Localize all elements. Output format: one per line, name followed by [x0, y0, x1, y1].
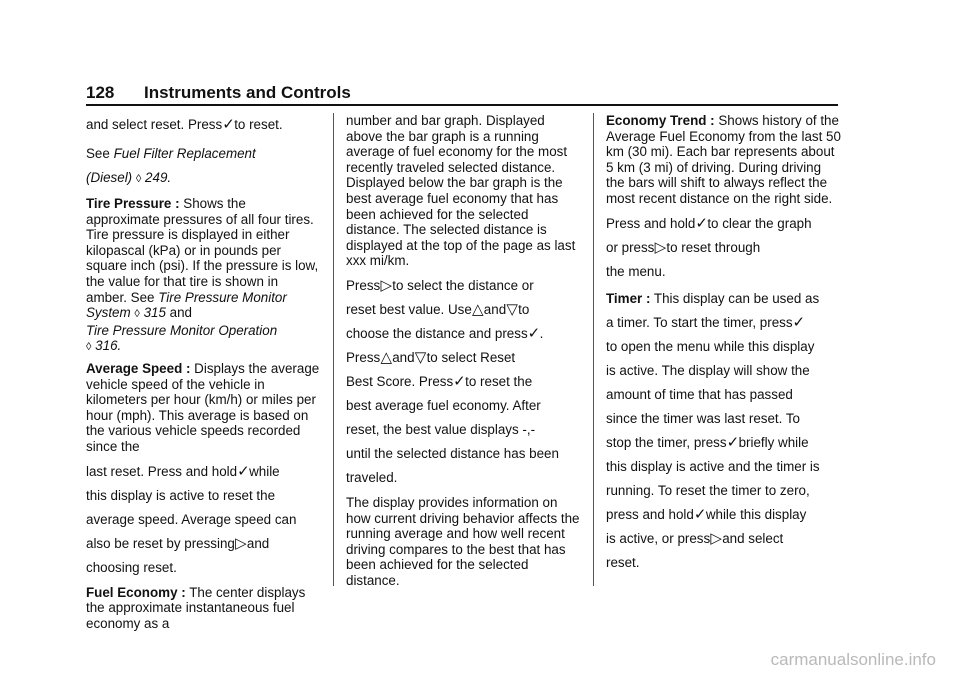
- up-arrow-icon: △: [380, 348, 392, 366]
- column-divider: [333, 113, 334, 586]
- down-arrow-icon: ▽: [414, 348, 427, 366]
- reference-icon: ◊: [135, 173, 142, 185]
- check-icon: ✓: [726, 433, 740, 451]
- check-icon: ✓: [222, 116, 235, 133]
- cross-reference[interactable]: Tire Pressure Monitor Operation: [86, 322, 278, 338]
- check-icon: ✓: [237, 462, 250, 480]
- page-number: 128: [86, 83, 115, 102]
- header-rule: [86, 104, 838, 106]
- reference-icon: ◊: [86, 341, 92, 354]
- check-icon: ✓: [792, 313, 806, 331]
- check-icon: ✓: [695, 214, 708, 232]
- column-divider: [593, 113, 594, 586]
- page-reference[interactable]: 249.: [145, 170, 172, 185]
- cross-reference[interactable]: Tire Pressure Monitor System: [86, 289, 287, 321]
- column-2: number and bar graph. Displayed above the bar graph is a running average of fuel economy for the most recently traveled selected distance. Displayed below the bar graph is the best average fuel economy that has been achieved for the selected distance. The selected distance is displayed at the top of the page as last xxx mi/km. Press▷to select the distance or reset best value. Use△and▽to choose the distance and press✓. Press△and▽to select Reset Best Score. Press✓to reset the best average fuel economy. After reset, the best value displays -,- until the selected distance has been traveled. The display provides information on how current driving behavior affects the running average and how well recent driving compares to the best that has been achieved for the selected distance.: [346, 113, 582, 594]
- cross-reference[interactable]: Fuel Filter Replacement: [113, 146, 256, 161]
- right-arrow-icon: ▷: [654, 238, 667, 256]
- term-economy-trend: Economy Trend :: [606, 113, 715, 128]
- check-icon: ✓: [453, 372, 466, 390]
- watermark: carmanualsonline.info: [770, 650, 936, 669]
- term-tire-pressure: Tire Pressure :: [86, 196, 180, 211]
- right-arrow-icon: ▷: [380, 276, 392, 294]
- right-arrow-icon: ▷: [235, 534, 247, 552]
- check-icon: ✓: [693, 505, 707, 523]
- column-3: Economy Trend : Shows history of the Average Fuel Economy from the last 50 km (30 mi). Each bar represents about 5 km (3 mi) of driving. During driving the bars will shift to always reflect the most recent distance on the right side. Press and hold✓to clear the graph or press▷to reset through the menu. Timer : This display can be used as a timer. To start the timer, press✓ to open the menu while this display is active. The display will show the amount of time that has passed since the timer was last reset. To stop the timer, press✓briefly while this display is active and the timer is running. To reset the timer to zero, press and hold✓while this display is active, or press▷and select reset.: [606, 113, 841, 570]
- column-1: and select reset. Press✓to reset. See Fuel Filter Replacement (Diesel) ◊ 249. Tire Pressure : Shows the approximate pressures of all four tires. Tire pressure is displayed in either kilopascal (kPa) or in pounds per square inch (psi). If the pressure is low, the value for that tire is shown in amber. See Tire Pressure Monitor System ◊ 315 and Tire Pressure Monitor Operation ◊ 316. Average Speed : Displays the average vehicle speed of the vehicle in kilometers per hour (km/h) or miles per hour (mph). This average is based on the various vehicle speeds recorded since the last reset. Press and hold✓while this display is active to reset the average speed. Average speed can also be reset by pressing▷and choosing reset. Fuel Economy : The center displays the approximate instantaneous fuel economy as a: [86, 113, 322, 636]
- section-title: Instruments and Controls: [144, 83, 351, 102]
- page-reference[interactable]: 316.: [95, 338, 122, 354]
- paragraph: The display provides information on how current driving behavior affects the running average and how well recent driving compares to the best that has been achieved for the selected distance.: [346, 494, 580, 588]
- up-arrow-icon: △: [472, 300, 484, 318]
- page-reference[interactable]: 315: [143, 305, 166, 321]
- term-average-speed: Average Speed :: [86, 360, 191, 376]
- term-timer: Timer :: [606, 290, 651, 306]
- paragraph: number and bar graph. Displayed above the bar graph is a running average of fuel economy for the most recently traveled selected distance. Displayed below the bar graph is the best average fuel economy that has been achieved for the selected distance. The selected distance is displayed at the top of the page as last xxx mi/km.: [346, 113, 576, 269]
- right-arrow-icon: ▷: [710, 529, 722, 547]
- check-icon: ✓: [527, 324, 541, 342]
- reference-icon: ◊: [134, 308, 140, 321]
- down-arrow-icon: ▽: [506, 300, 518, 318]
- term-fuel-economy: Fuel Economy :: [86, 584, 186, 600]
